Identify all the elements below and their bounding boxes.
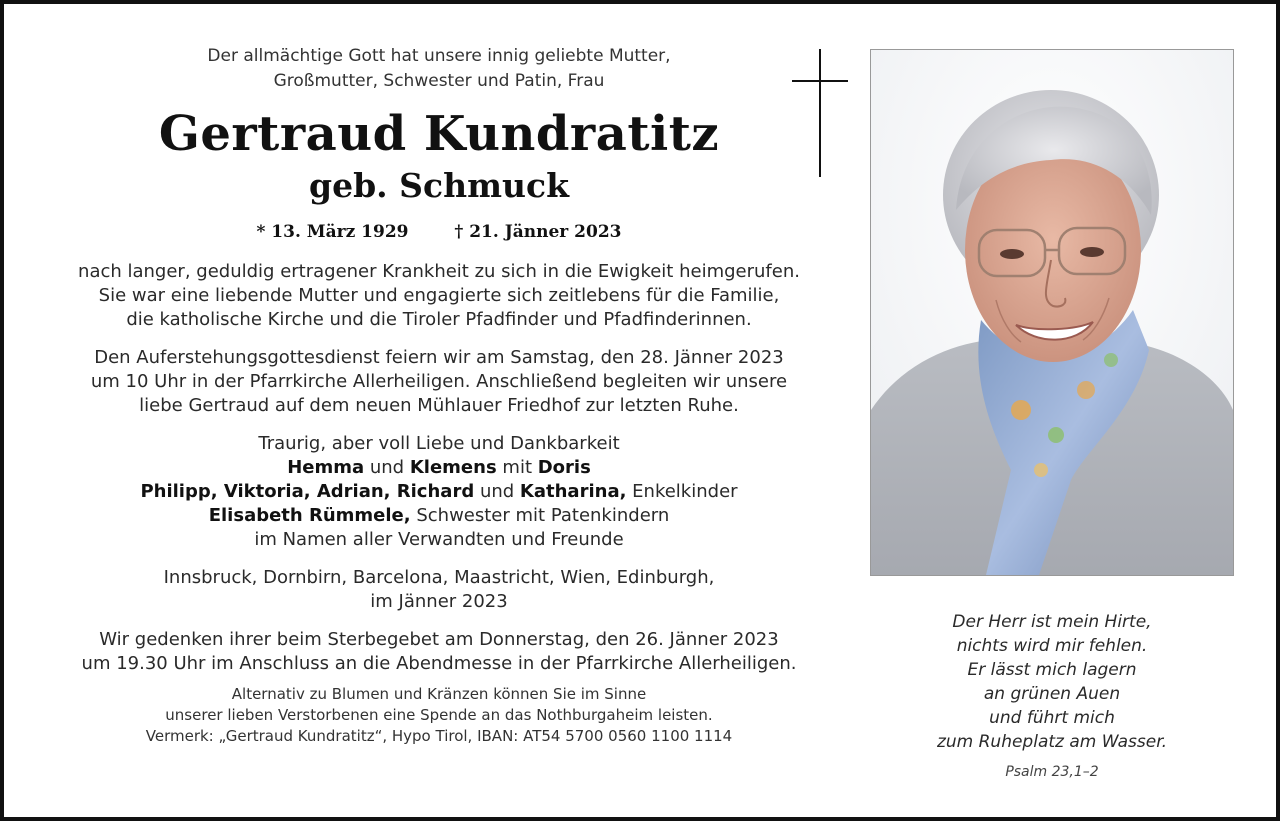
- portrait-photo: [870, 49, 1234, 576]
- donation-notice: [44, 684, 834, 747]
- psalm-line: Er lässt mich lagern: [967, 660, 1137, 680]
- paragraph-line: nach langer, geduldig ertragener Krankheit zu sich in die Ewigkeit heimgerufen.: [78, 261, 800, 282]
- donation-line: Alternativ zu Blumen und Kränzen können Sie im Sinne: [231, 685, 647, 703]
- mourners-sister: [44, 504, 834, 528]
- paragraph-line: um 10 Uhr in der Pfarrkirche Allerheiligen. Anschließend begleiten wir unsere: [90, 371, 788, 392]
- child-name: Klemens: [409, 457, 497, 478]
- connector-text: mit: [502, 457, 532, 478]
- connector-text: und: [479, 481, 515, 502]
- obituary-text: [44, 44, 834, 747]
- paragraph-line: Sie war eine liebende Mutter und engagierte sich zeitlebens für die Familie,: [98, 285, 780, 306]
- prayer-notice: [44, 628, 834, 676]
- connector-text: und: [369, 457, 405, 478]
- intro-line: Großmutter, Schwester und Patin, Frau: [273, 71, 605, 91]
- sister-name: Elisabeth Rümmele,: [208, 505, 411, 526]
- psalm-line: und führt mich: [989, 708, 1115, 728]
- mourners-grandchildren: [44, 480, 834, 504]
- prayer-line: Wir gedenken ihrer beim Sterbegebet am Donnerstag, den 26. Jänner 2023: [99, 629, 779, 650]
- relation-text: Schwester mit Patenkindern: [416, 505, 670, 526]
- child-name: Hemma: [287, 457, 365, 478]
- intro-text: [44, 44, 834, 94]
- mourners-closing: im Namen aller Verwandten und Freunde: [254, 529, 624, 550]
- psalm-line: nichts wird mir fehlen.: [956, 636, 1148, 656]
- mourners-list: [44, 432, 834, 552]
- paragraph-line: liebe Gertraud auf dem neuen Mühlauer Friedhof zur letzten Ruhe.: [139, 395, 739, 416]
- date-line: im Jänner 2023: [370, 591, 508, 612]
- psalm-quote: [870, 610, 1234, 784]
- places-line: Innsbruck, Dornbirn, Barcelona, Maastricht, Wien, Edinburgh,: [163, 567, 715, 588]
- grandchild-names: Philipp, Viktoria, Adrian, Richard: [140, 481, 475, 502]
- child-name: Doris: [537, 457, 591, 478]
- cross-horizontal-bar: [792, 80, 848, 82]
- funeral-paragraph: [44, 346, 834, 418]
- prayer-line: um 19.30 Uhr im Anschluss an die Abendmesse in der Pfarrkirche Allerheiligen.: [81, 653, 797, 674]
- life-dates: [44, 220, 834, 244]
- donation-line: unserer lieben Verstorbenen eine Spende an das Nothburgaheim leisten.: [165, 706, 713, 724]
- cross-icon: [792, 49, 848, 177]
- psalm-line: Der Herr ist mein Hirte,: [952, 612, 1152, 632]
- birth-date: * 13. März 1929: [256, 222, 409, 242]
- psalm-line: zum Ruheplatz am Wasser.: [936, 732, 1168, 752]
- paragraph-line: die katholische Kirche und die Tiroler Pfadfinder und Pfadfinderinnen.: [126, 309, 752, 330]
- places-and-date: [44, 566, 834, 614]
- intro-line: Der allmächtige Gott hat unsere innig geliebte Mutter,: [207, 46, 671, 66]
- donation-iban: Vermerk: „Gertraud Kundratitz“, Hypo Tirol, IBAN: AT54 5700 0560 1100 1114: [145, 727, 733, 745]
- mourners-children: [44, 456, 834, 480]
- grandchild-name: Katharina,: [519, 481, 627, 502]
- passing-paragraph: [44, 260, 834, 332]
- cross-vertical-bar: [819, 49, 821, 177]
- relation-text: Enkelkinder: [632, 481, 738, 502]
- psalm-line: an grünen Auen: [983, 684, 1121, 704]
- psalm-reference: Psalm 23,1–2: [1005, 764, 1099, 780]
- death-date: † 21. Jänner 2023: [454, 222, 622, 242]
- deceased-name: Gertraud Kundratitz: [158, 106, 720, 162]
- portrait-illustration: [871, 50, 1233, 575]
- maiden-name: geb. Schmuck: [309, 166, 569, 205]
- mourners-intro: Traurig, aber voll Liebe und Dankbarkeit: [258, 433, 620, 454]
- paragraph-line: Den Auferstehungsgottesdienst feiern wir am Samstag, den 28. Jänner 2023: [94, 347, 784, 368]
